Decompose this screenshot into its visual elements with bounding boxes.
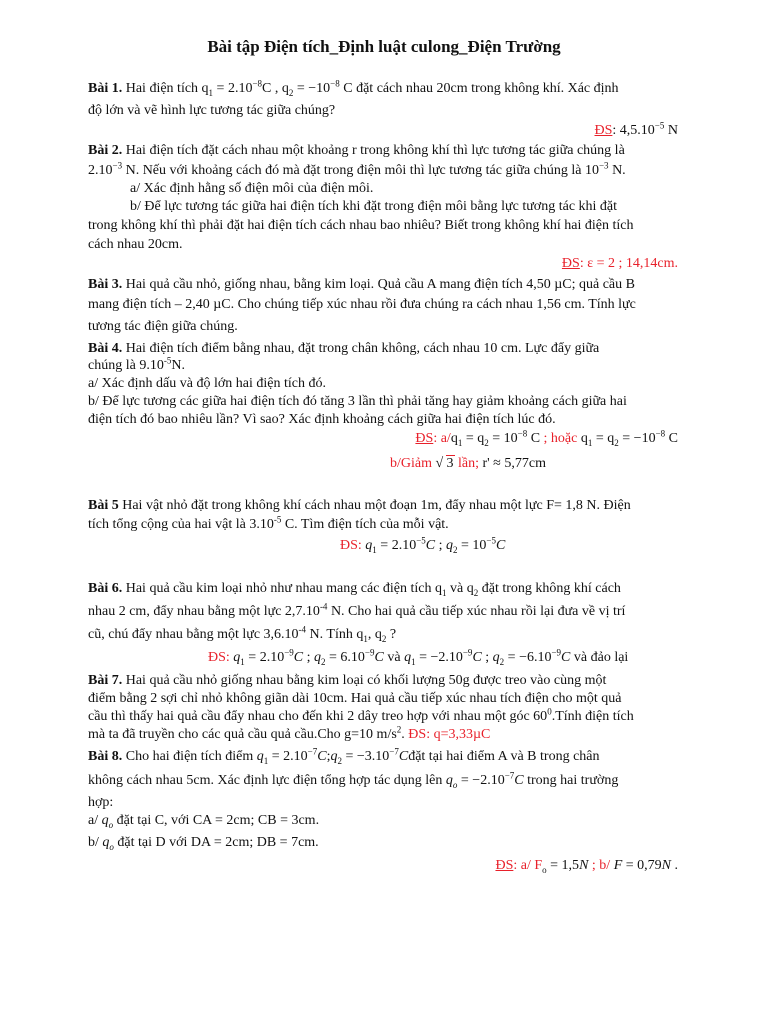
- b4-label: Bài 4.: [88, 341, 123, 356]
- b6-a1: q: [233, 650, 241, 665]
- b6-a3-e: −9: [462, 647, 473, 658]
- b6-a1-u: C: [293, 650, 304, 665]
- b8-line-1: [88, 748, 600, 766]
- b5-q1-val: = 2.10: [376, 538, 417, 553]
- b8-b-q: q: [102, 835, 110, 850]
- b5-answer: [340, 537, 505, 555]
- b4-eq2-mid: = q: [592, 431, 615, 446]
- b4-answer-a-label: : a/: [433, 431, 451, 446]
- b6-exp-2: -4: [319, 601, 328, 612]
- b6-exp-3: -4: [298, 624, 307, 635]
- b6-text-1: Hai quả cầu kim loại nhỏ như nhau mang các điện tích q: [122, 581, 443, 596]
- b6-text-3c: , q: [367, 627, 382, 642]
- b6-text-3a: cũ, chú đẩy nhau bằng một lực 3,6.10: [88, 627, 299, 642]
- b8-part-b: [88, 834, 319, 852]
- b6-a2-s: 2: [321, 656, 326, 667]
- b4-part-b1: b/ Để lực tương các giữa hai điện tích đó tăng 3 lần thì phải tăng hay giảm khoảng cách giữa hai: [88, 394, 627, 409]
- b8-qo-v: = −2.10: [457, 773, 505, 788]
- b2-part-a: a/ Xác định hằng số điện môi của điện môi.: [130, 181, 374, 196]
- b4-eq2-unit: C: [665, 431, 678, 446]
- b8-q2-e: −7: [389, 746, 399, 757]
- b1-answer-val: : 4,5.10: [612, 123, 655, 138]
- b5-text-2a: tích tổng cộng của hai vật là 3.10: [88, 517, 274, 532]
- b5-q1-s: 1: [372, 544, 377, 555]
- b7-text-4a: mà ta đã truyền cho các quả cầu quả cầu.Cho g=10 m/s: [88, 727, 397, 742]
- b8-line-3: hợp:: [88, 795, 114, 810]
- b4-eq2-exp: −8: [655, 428, 666, 439]
- b4-text-2b: N.: [171, 358, 185, 373]
- b6-3-s1: 1: [363, 633, 368, 644]
- b3-line-2: mang điện tích – 2,40 µC. Cho chúng tiếp xúc nhau rồi đưa chúng ra cách nhau 1,56 cm. Tính lực: [88, 297, 636, 312]
- b5-q2-exp: −5: [486, 535, 496, 546]
- b4-answer-label: ĐS: [415, 431, 434, 446]
- b4-eq2-val: = −10: [618, 431, 656, 446]
- b8-q1-v: = 2.10: [268, 749, 308, 764]
- b7-label: Bài 7.: [88, 673, 123, 688]
- b1-tail: đặt cách nhau 20cm trong không khí. Xác định: [352, 81, 619, 96]
- b2-text-2: N. Nếu với khoảng cách đó mà đặt trong điện môi thì lực tương tác giữa chúng là 10: [122, 163, 599, 178]
- b6-answer: ĐS: $q_1 = 2.10^{-9}C$ ; $q_2 = 6.10^{-9}C$ và $q_1 = -2.10^{-9}C$ ; $q_2 = -6.10^{-9}C$ và đảo lại: [208, 647, 629, 667]
- b2-line-6: cách nhau 20cm.: [88, 237, 183, 252]
- b4-eq2-s1: 1: [587, 437, 593, 448]
- b4-eq2-s2: 2: [614, 437, 619, 448]
- b3-label: Bài 3.: [88, 277, 123, 292]
- b8-q2-u: C: [398, 749, 409, 764]
- b2-answer-label: ĐS: [561, 256, 580, 271]
- b4-exp: -5: [163, 355, 172, 366]
- b6-a3-v: = −2.10: [415, 650, 463, 665]
- b1-text: Hai điện tích: [122, 81, 202, 96]
- b8-answer: [495, 857, 678, 875]
- b5-q1: q: [365, 538, 373, 553]
- b1-label: Bài 1.: [88, 81, 123, 96]
- b1-answer-label: ĐS: [594, 123, 613, 138]
- b4-answer-r: r' ≈ 5,77cm: [479, 456, 546, 471]
- b1-q2-val: = −10: [293, 81, 331, 96]
- b8-q2-v: = −3.10: [341, 749, 390, 764]
- b4-eq2-q: q: [580, 431, 588, 446]
- b8-qo-s: o: [452, 779, 458, 790]
- b7-answer: ĐS: q=3,33µC: [408, 727, 491, 742]
- b3-line-3: tương tác điện giữa chúng.: [88, 319, 238, 334]
- b1-q1-unit: C ,: [262, 81, 279, 96]
- b5-line-1: [88, 497, 631, 515]
- b6-a1-v: = 2.10: [244, 650, 285, 665]
- b6-s1: 1: [442, 587, 447, 598]
- b5-exp: -5: [273, 514, 282, 525]
- b6-a3: q: [404, 650, 412, 665]
- b8-text-1a: Cho hai điện tích điểm: [122, 749, 257, 764]
- b6-and: và: [383, 650, 405, 665]
- b8-b-label: b/: [88, 835, 103, 850]
- b5-text-2b: C. Tìm điện tích của mỗi vật.: [281, 517, 449, 532]
- b4-text-2a: chúng là 9.10: [88, 358, 164, 373]
- b4-eq1-val: = 10: [488, 431, 518, 446]
- b4-sqrt-value: 3: [446, 456, 454, 471]
- b8-semi: ;: [326, 749, 331, 764]
- b7-line-2: điểm bằng 2 sợi chỉ nhỏ không giãn dài 10cm. Hai quả cầu tiếp xúc nhau tích điện cho một quả: [88, 691, 622, 706]
- b8-label: Bài 8.: [88, 749, 123, 764]
- b4-text-1: Hai điện tích điểm bằng nhau, đặt trong chân không, cách nhau 10 cm. Lực đẩy giữa: [122, 341, 600, 356]
- b8-q2: q: [330, 749, 338, 764]
- b6-text-2b: N. Cho hai quả cầu tiếp xúc nhau rồi lại đưa về vị trí: [327, 604, 626, 619]
- b6-a4: q: [492, 650, 500, 665]
- b2-line-5: trong không khí thì phải đặt hai điện tích cách nhau bao nhiêu? Biết trong không khí hai điện tích: [88, 218, 634, 233]
- b8-qo-e: −7: [504, 770, 515, 781]
- b1-q1-sub: 1: [208, 87, 214, 98]
- b4-line-2: [88, 357, 185, 375]
- b2-part-b: b/ Để lực tương tác giữa hai điện tích khi đặt trong điện môi bằng lực tương tác khi đặt: [130, 199, 618, 214]
- b2-exp-b: −3: [598, 160, 609, 171]
- b6-a2-e: −9: [364, 647, 375, 658]
- b2-answer-val: : ε = 2 ; 14,14cm.: [579, 256, 678, 271]
- b1-q2: q: [278, 81, 289, 96]
- b8-qo: q: [445, 773, 453, 788]
- b4-part-b2: điện tích đó bao nhiêu lần? Vì sao? Xác định khoảng cách giữa hai điện tích lúc đó.: [88, 412, 556, 427]
- b8-a-q-s: o: [108, 819, 114, 830]
- b4-answer-b: [390, 455, 546, 473]
- b8-b-text: đặt tại D với DA = 2cm; DB = 7cm.: [113, 835, 319, 850]
- b8-answer-a-v: = 1,5: [546, 858, 580, 873]
- b2-exp-a: −3: [112, 160, 123, 171]
- sqrt-symbol: [436, 456, 455, 471]
- b8-answer-b-u: N: [661, 858, 671, 873]
- b8-answer-sep: ; b/: [588, 858, 614, 873]
- b5-q1-exp: −5: [416, 535, 426, 546]
- b5-q1-unit: C: [425, 538, 436, 553]
- b4-eq1-exp: −8: [517, 428, 528, 439]
- b6-text-1b: và q: [446, 581, 474, 596]
- b7-exp-3: 0: [547, 706, 552, 717]
- b6-tail: và đảo lại: [570, 650, 629, 665]
- b6-answer-label: ĐS:: [208, 650, 230, 665]
- b5-q2-s: 2: [453, 544, 458, 555]
- b8-q1-e: −7: [307, 746, 318, 757]
- b6-a3-u: C: [472, 650, 482, 665]
- b8-q1-s: 1: [263, 755, 269, 766]
- b7-text-3b: .Tính điện tích: [551, 709, 634, 724]
- b4-answer-a: [415, 430, 678, 448]
- b2-text-3: N.: [608, 163, 626, 178]
- b8-q1-u: C: [317, 749, 327, 764]
- b4-answer-or: ; hoặc: [540, 431, 581, 446]
- b8-answer-end: .: [671, 858, 678, 873]
- b5-line-2: [88, 516, 449, 534]
- b1-answer: [595, 122, 679, 140]
- b8-answer-a-u: N: [579, 858, 589, 873]
- b6-text-2a: nhau 2 cm, đẩy nhau bằng một lực 2,7.10: [88, 604, 320, 619]
- b6-a4-v: = −6.10: [504, 650, 552, 665]
- b6-text-1c: đặt trong không khí cách: [478, 581, 621, 596]
- b3-line-1: [88, 276, 635, 294]
- b6-a2-u: C: [374, 650, 384, 665]
- b6-label: Bài 6.: [88, 581, 123, 596]
- b6-a4-s: 2: [499, 656, 505, 667]
- b6-text-3b: N. Tính q: [306, 627, 364, 642]
- b7-line-4: [88, 726, 490, 744]
- b7-text-3a: cầu thì thấy hai quả cầu đẩy nhau cho đến khi 2 dây treo hợp với nhau một góc 60: [88, 709, 548, 724]
- b7-text-1: Hai quả cầu nhỏ giống nhau bằng kim loại có khối lượng 50g được treo vào cùng một: [122, 673, 607, 688]
- b1-q1-val: = 2.10: [213, 81, 253, 96]
- b6-line-3: [88, 626, 396, 644]
- b7-line-3: [88, 708, 634, 726]
- b8-qo-u: C: [514, 773, 524, 788]
- b6-a3-s: 1: [411, 656, 416, 667]
- b8-text-1b: đặt tại hai điểm A và B trong chân: [408, 749, 600, 764]
- b4-eq1-s2: 2: [484, 437, 489, 448]
- document-title: Bài tập Điện tích_Định luật culong_Điện Trường: [207, 37, 561, 56]
- b4-eq1-q: q: [450, 431, 458, 446]
- b6-a1-e: −9: [284, 647, 294, 658]
- b4-part-a: a/ Xác định dấu và độ lớn hai điện tích đó.: [88, 376, 326, 391]
- b8-answer-b: F: [613, 858, 623, 873]
- b2-text-1: Hai điện tích đặt cách nhau một khoảng r trong không khí thì lực tương tác giữa chúng là: [122, 143, 625, 158]
- b3-text-1: Hai quả cầu nhỏ, giống nhau, bằng kim loại. Quả cầu A mang điện tích 4,50 µC; quả cầu B: [122, 277, 635, 292]
- b5-q2-unit: C: [496, 538, 506, 553]
- b8-a-q: q: [101, 813, 109, 828]
- b8-line-2: [88, 772, 618, 790]
- b6-a4-u: C: [561, 650, 571, 665]
- b8-a-label: a/: [88, 813, 102, 828]
- b4-answer-lan: lần;: [454, 456, 479, 471]
- b1-line-2: độ lớn và vẽ hình lực tương tác giữa chúng?: [88, 103, 336, 118]
- b6-3-s2: 2: [381, 633, 387, 644]
- b1-q1: q: [201, 81, 209, 96]
- b7-exp-4: 2: [396, 724, 402, 735]
- b6-a4-e: −9: [551, 647, 562, 658]
- b1-answer-unit: N: [664, 123, 678, 138]
- b8-answer-b-v: = 0,79: [622, 858, 662, 873]
- b8-part-a: [88, 812, 319, 830]
- b1-q1-exp: −8: [252, 78, 263, 89]
- b2-answer: [562, 255, 678, 273]
- b8-b-q-s: o: [109, 841, 114, 852]
- b6-text-3d: ?: [386, 627, 397, 642]
- b8-text-2a: không cách nhau 5cm. Xác định lực điện tổng hợp tác dụng lên: [88, 773, 446, 788]
- b6-line-1: [88, 580, 621, 598]
- b2-label: Bài 2.: [88, 143, 123, 158]
- b6-a2-v: = 6.10: [325, 650, 365, 665]
- b2-val-a: 2.10: [88, 163, 113, 178]
- b1-q2-sub: 2: [288, 87, 294, 98]
- b8-a-text: đặt tại C, với CA = 2cm; CB = 3cm.: [113, 813, 320, 828]
- b5-q2: q: [446, 538, 454, 553]
- b7-line-1: [88, 672, 606, 690]
- b6-a2: q: [314, 650, 322, 665]
- b8-answer-a-s: o: [542, 864, 547, 875]
- b7-text-4b: .: [401, 727, 405, 742]
- b5-q2-val: = 10: [457, 538, 487, 553]
- b6-s2: 2: [473, 587, 479, 598]
- b8-text-2b: trong hai trường: [523, 773, 619, 788]
- b8-q2-s: 2: [337, 755, 342, 766]
- b4-answer-b-label: b/Giảm: [390, 456, 436, 471]
- b5-label: Bài 5: [88, 498, 119, 513]
- b5-text-1: Hai vật nhỏ đặt trong không khí cách nhau một đoạn 1m, đẩy nhau một lực F= 1,8 N. Điện: [118, 498, 631, 513]
- b1-q2-exp: −8: [330, 78, 340, 89]
- b1-line-1: [88, 80, 619, 98]
- b4-eq1-mid: = q: [462, 431, 485, 446]
- b4-eq1-s1: 1: [457, 437, 463, 448]
- b5-answer-label: ĐS:: [340, 538, 362, 553]
- b1-answer-exp: −5: [654, 120, 665, 131]
- b8-q1: q: [256, 749, 264, 764]
- b2-line-2: [88, 162, 626, 180]
- b8-answer-label: ĐS: [495, 858, 514, 873]
- b1-q2-unit: C: [339, 81, 353, 96]
- b6-line-2: [88, 603, 625, 621]
- b4-eq1-unit: C: [527, 431, 541, 446]
- b5-sep: ;: [435, 538, 447, 553]
- b6-a1-s: 1: [240, 656, 245, 667]
- b8-answer-a: : a/ F: [513, 858, 543, 873]
- b2-line-1: [88, 142, 625, 160]
